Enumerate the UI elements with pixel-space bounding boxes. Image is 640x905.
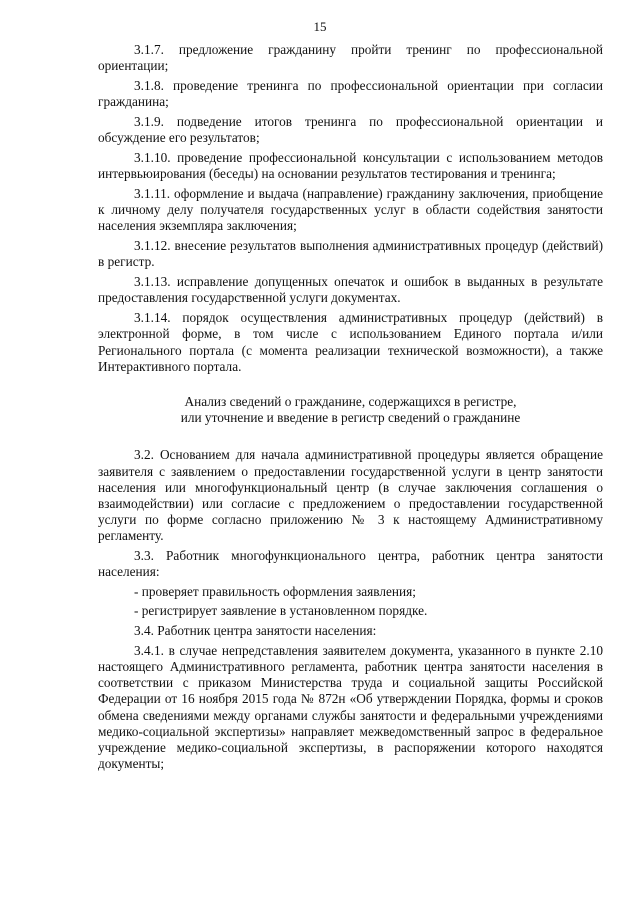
- item-3-1-13: 3.1.13. исправление допущенных опечаток и ошибок в выданных в результате предоставления государственной услуги документах.: [98, 274, 603, 306]
- paragraph-3-3: 3.3. Работник многофункционального центра, работник центра занятости населения:: [98, 548, 603, 580]
- item-3-1-8: 3.1.8. проведение тренинга по профессиональной ориентации при согласии гражданина;: [98, 78, 603, 110]
- item-3-1-12: 3.1.12. внесение результатов выполнения административных процедур (действий) в регистр.: [98, 238, 603, 270]
- paragraph-3-4-1: 3.4.1. в случае непредставления заявителем документа, указанного в пункте 2.10 настоящего Административного регламента, работник центра занятости населения в соответствии с приказом Министерства труда и социальной защиты Российской Федерации от 16 ноября 2015 года № 872н «Об утверждении Порядка, формы и сроков обмена сведениями между органами службы занятости и федеральными учреждениями медико-социальной экспертизы» направляет межведомственный запрос в федеральное учреждение медико-социальной экспертизы, в распоряжении которого находятся документы;: [98, 642, 603, 772]
- document-body: [98, 42, 603, 772]
- item-3-1-7: 3.1.7. предложение гражданину пройти тренинг по профессиональной ориентации;: [98, 42, 603, 74]
- item-3-1-11: 3.1.11. оформление и выдача (направление) гражданину заключения, приобщение к личному делу получателя государственных услуг в области содействия занятости населения экземпляра заключения;: [98, 186, 603, 234]
- paragraph-3-2: 3.2. Основанием для начала административной процедуры является обращение заявителя с заявлением о предоставлении государственной услуги в центр занятости населения или многофункциональный центр (в случае заключения соглашения о взаимодействии) или согласие с предложением о предоставлении государственной услуги по форме согласно приложению № 3 к настоящему Административному регламенту.: [98, 447, 603, 544]
- section-heading: [98, 394, 603, 426]
- paragraph-3-4: 3.4. Работник центра занятости населения:: [134, 623, 377, 639]
- page-number: 15: [313, 19, 327, 34]
- dash-item-check: - проверяет правильность оформления заявления;: [134, 583, 416, 599]
- section-heading-line-2: или уточнение и введение в регистр сведений о гражданине: [180, 410, 521, 426]
- item-3-1-9: 3.1.9. подведение итогов тренинга по профессиональной ориентации и обсуждение его результатов;: [98, 114, 603, 146]
- dash-item-register: - регистрирует заявление в установленном порядке.: [134, 603, 428, 619]
- item-3-1-10: 3.1.10. проведение профессиональной консультации с использованием методов интервьюирования (беседы) на основании результатов тестирования и тренинга;: [98, 150, 603, 182]
- item-3-1-14: 3.1.14. порядок осуществления административных процедур (действий) в электронной форме, в том числе с использованием Единого портала и/или Регионального портала (с момента реализации технической возможности), а также Интерактивного портала.: [98, 310, 603, 374]
- section-heading-line-1: Анализ сведений о гражданине, содержащихся в регистре,: [184, 394, 517, 410]
